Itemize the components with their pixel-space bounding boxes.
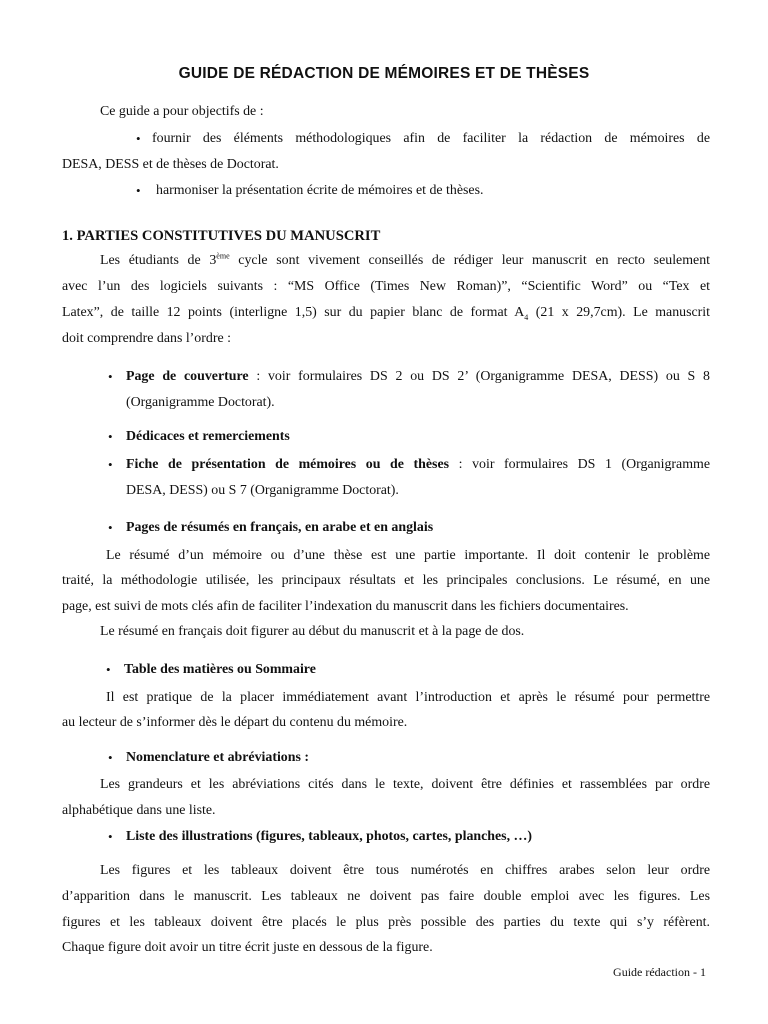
paragraph-1-line-1: Les étudiants de 3ème cycle sont vivement conseillés de rédiger leur manuscrit en recto seulement <box>100 251 710 268</box>
list-item-presentation-sheet-line-2: DESA, DESS) ou S 7 (Organigramme Doctorat). <box>126 483 399 498</box>
list-item-cover-page-line-2: (Organigramme Doctorat). <box>126 395 275 410</box>
bullet-icon: • <box>108 369 113 384</box>
paragraph-6-line-4: Chaque figure doit avoir un titre écrit juste en dessous de la figure. <box>62 940 433 955</box>
paragraph-6-line-1: Les figures et les tableaux doivent être tous numérotés en chiffres arabes selon leur ordre <box>100 863 710 878</box>
document-title: GUIDE DE RÉDACTION DE MÉMOIRES ET DE THÈSES <box>178 65 590 82</box>
list-item-dedications: Dédicaces et remerciements <box>126 429 290 444</box>
bullet-icon: • <box>108 520 113 535</box>
paragraph-1-line-2: avec l’un des logiciels suivants : “MS Office (Times New Roman)”, “Scientific Word” ou “Tex et <box>62 279 710 294</box>
bullet-icon: • <box>108 457 113 472</box>
paragraph-5-line-2: alphabétique dans une liste. <box>62 803 216 818</box>
paragraph-2-line-3: page, est suivi de mots clés afin de faciliter l’indexation du manuscrit dans les fichiers documentaires. <box>62 599 629 614</box>
objective-2: harmoniser la présentation écrite de mémoires et de thèses. <box>156 183 484 198</box>
paragraph-3: Le résumé en français doit figurer au début du manuscrit et à la page de dos. <box>100 624 525 639</box>
bullet-icon: • <box>136 131 141 146</box>
list-item-cover-page: Page de couverture : voir formulaires DS 2 ou DS 2’ (Organigramme DESA, DESS) ou S 8 <box>126 369 710 384</box>
bullet-icon: • <box>108 829 113 844</box>
bullet-icon: • <box>108 750 113 765</box>
list-item-presentation-sheet: Fiche de présentation de mémoires ou de thèses : voir formulaires DS 1 (Organigramme <box>126 457 710 472</box>
paragraph-1-line-3: Latex”, de taille 12 points (interligne 1,5) sur du papier blanc de format $A_4$ (21 x 29,7cm). Le manuscrit <box>62 305 711 322</box>
paragraph-6-line-3: figures et les tableaux doivent être placés le plus près possible des parties du texte qui s’y réfèrent. <box>62 915 710 930</box>
objective-1-line-2: DESA, DESS et de thèses de Doctorat. <box>62 157 279 172</box>
paragraph-4-line-2: au lecteur de s’informer dès le départ du contenu du mémoire. <box>62 715 408 730</box>
list-item-table-of-contents: Table des matières ou Sommaire <box>124 662 316 677</box>
bullet-icon: • <box>108 429 113 444</box>
page-footer: Guide rédaction - 1 <box>613 965 706 979</box>
paragraph-5-line-1: Les grandeurs et les abréviations cités dans le texte, doivent être définies et rassemblées par ordre <box>100 777 710 792</box>
bullet-icon: • <box>136 183 141 198</box>
list-item-nomenclature: Nomenclature et abréviations : <box>126 750 309 765</box>
bullet-icon: • <box>106 662 111 677</box>
objective-1-line-1: fournir des éléments méthodologiques afin de faciliter la rédaction de mémoires de <box>152 131 710 146</box>
paragraph-4-line-1: Il est pratique de la placer immédiatement avant l’introduction et après le résumé pour permettre <box>106 690 710 705</box>
paragraph-6-line-2: d’apparition dans le manuscrit. Les tableaux ne doivent pas faire double emploi avec les figures. Les <box>62 889 710 904</box>
paragraph-1-line-4: doit comprendre dans l’ordre : <box>62 331 231 346</box>
intro-text: Ce guide a pour objectifs de : <box>100 104 264 119</box>
section-heading-1: 1. PARTIES CONSTITUTIVES DU MANUSCRIT <box>62 228 381 244</box>
paragraph-2-line-1: Le résumé d’un mémoire ou d’une thèse est une partie importante. Il doit contenir le problème <box>106 548 710 563</box>
paragraph-2-line-2: traité, la méthodologie utilisée, les principaux résultats et les principales conclusions. Le résumé, en une <box>62 573 710 588</box>
list-item-abstracts: Pages de résumés en français, en arabe et en anglais <box>126 520 434 535</box>
list-item-illustrations: Liste des illustrations (figures, tableaux, photos, cartes, planches, …) <box>126 829 533 844</box>
